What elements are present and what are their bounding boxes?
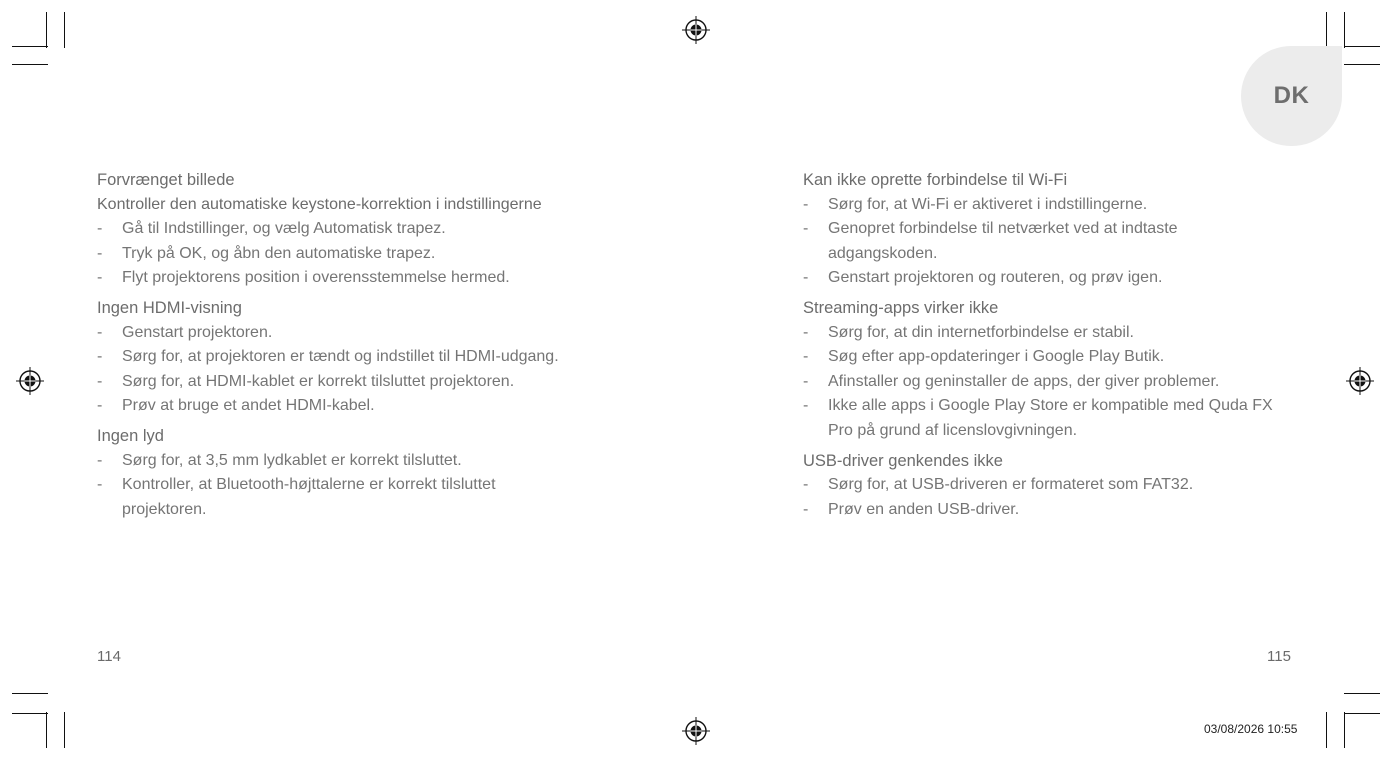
dash-bullet: -	[803, 500, 809, 518]
language-badge-label: DK	[1273, 82, 1310, 109]
dash-bullet: -	[97, 451, 103, 469]
crop-mark-top-left-h2	[12, 64, 48, 65]
dash-bullet: -	[97, 323, 103, 341]
list-item-text: Ikke alle apps i Google Play Store er kompatible med Quda FX Pro på grund af licenslovgivningen.	[828, 397, 1273, 439]
list-item-text: Sørg for, at Wi-Fi er aktiveret i indstillingerne.	[828, 195, 1148, 213]
dash-bullet: -	[97, 372, 103, 390]
registration-mark-left-icon	[16, 367, 44, 395]
section-title: USB-driver genkendes ikke	[803, 451, 1003, 470]
section-no-sound	[97, 424, 577, 522]
list-item-text: Sørg for, at USB-driveren er formateret som FAT32.	[828, 476, 1194, 494]
list-item	[803, 370, 1283, 395]
dash-bullet: -	[803, 323, 809, 341]
list-item	[97, 217, 577, 242]
crop-mark-bottom-right-v1	[1326, 712, 1327, 748]
list-item	[97, 449, 577, 474]
language-badge	[1241, 46, 1342, 146]
crop-mark-bottom-left-v2	[64, 712, 65, 748]
crop-mark-bottom-left-v1	[46, 712, 47, 748]
section-title: Ingen HDMI-visning	[97, 298, 242, 317]
dash-bullet: -	[803, 397, 809, 415]
section-title: Forvrænget billede	[97, 171, 235, 189]
page-number-right: 115	[1267, 648, 1291, 665]
dash-bullet: -	[97, 476, 103, 494]
dash-bullet: -	[97, 397, 103, 415]
list-item	[803, 193, 1283, 218]
section-title: Streaming-apps virker ikke	[803, 298, 999, 317]
section-title: Ingen lyd	[97, 426, 164, 445]
section-subtitle: Kontroller den automatiske keystone-korrektion i indstillingerne	[97, 195, 542, 213]
crop-mark-top-left-v2	[64, 12, 65, 48]
list-item	[803, 345, 1283, 370]
section-title: Kan ikke oprette forbindelse til Wi-Fi	[803, 171, 1068, 189]
crop-mark-bottom-right-h2	[1344, 713, 1380, 714]
dash-bullet: -	[97, 348, 103, 366]
page-number-left: 114	[97, 648, 121, 665]
left-page-column	[97, 168, 577, 527]
dash-bullet: -	[803, 269, 809, 287]
crop-mark-bottom-right-h1	[1344, 693, 1380, 694]
item-list	[97, 321, 577, 419]
list-item	[97, 266, 577, 291]
crop-mark-top-right-v2	[1344, 12, 1345, 48]
list-item-text: Genstart projektoren.	[122, 323, 273, 341]
registration-mark-bottom-icon	[682, 717, 710, 745]
list-item	[803, 217, 1283, 266]
dash-bullet: -	[803, 348, 809, 366]
list-item	[97, 242, 577, 267]
item-list	[97, 217, 577, 291]
dash-bullet: -	[803, 476, 809, 494]
dash-bullet: -	[803, 372, 809, 390]
list-item-text: Tryk på OK, og åbn den automatiske trapez.	[122, 244, 436, 262]
crop-mark-bottom-left-h2	[12, 713, 48, 714]
section-distorted-image	[97, 168, 577, 291]
dash-bullet: -	[97, 244, 103, 262]
list-item	[803, 266, 1283, 291]
crop-mark-top-right-h1	[1344, 46, 1380, 47]
section-streaming-apps	[803, 296, 1283, 444]
item-list	[803, 321, 1283, 444]
dash-bullet: -	[803, 220, 809, 238]
item-list	[803, 193, 1283, 291]
item-list	[803, 473, 1283, 522]
list-item-text: Genopret forbindelse til netværket ved at indtaste adgangskoden.	[828, 220, 1178, 262]
list-item	[803, 498, 1283, 523]
list-item-text: Sørg for, at 3,5 mm lydkablet er korrekt tilsluttet.	[122, 451, 462, 469]
registration-mark-right-icon	[1346, 367, 1374, 395]
crop-mark-bottom-right-v2	[1344, 712, 1345, 748]
list-item	[97, 345, 577, 370]
list-item-text: Sørg for, at din internetforbindelse er stabil.	[828, 323, 1134, 341]
item-list	[97, 449, 577, 523]
crop-mark-top-left-h1	[12, 46, 48, 47]
list-item-text: Afinstaller og geninstaller de apps, der giver problemer.	[828, 372, 1220, 390]
list-item-text: Prøv at bruge et andet HDMI-kabel.	[122, 397, 375, 415]
list-item-text: Flyt projektorens position i overensstemmelse hermed.	[122, 269, 510, 287]
crop-mark-top-right-h2	[1344, 64, 1380, 65]
print-timestamp: 03/08/2026 10:55	[1204, 722, 1298, 736]
list-item-text: Søg efter app-opdateringer i Google Play Butik.	[828, 348, 1165, 366]
section-usb-driver	[803, 449, 1283, 523]
dash-bullet: -	[97, 220, 103, 238]
right-page-column	[803, 168, 1283, 527]
list-item-text: Kontroller, at Bluetooth-højttalerne er korrekt tilsluttet projektoren.	[122, 476, 496, 518]
list-item	[803, 473, 1283, 498]
list-item	[97, 473, 577, 522]
list-item	[97, 370, 577, 395]
list-item	[803, 394, 1283, 443]
crop-mark-bottom-left-h1	[12, 693, 48, 694]
list-item-text: Prøv en anden USB-driver.	[828, 500, 1020, 518]
section-no-hdmi	[97, 296, 577, 419]
list-item	[97, 321, 577, 346]
crop-mark-top-right-v1	[1326, 12, 1327, 48]
list-item	[97, 394, 577, 419]
list-item-text: Sørg for, at projektoren er tændt og indstillet til HDMI-udgang.	[122, 348, 559, 366]
section-wifi	[803, 168, 1283, 291]
registration-mark-top-icon	[682, 16, 710, 44]
list-item-text: Sørg for, at HDMI-kablet er korrekt tilsluttet projektoren.	[122, 372, 515, 390]
list-item-text: Gå til Indstillinger, og vælg Automatisk trapez.	[122, 220, 446, 238]
crop-mark-top-left-v1	[46, 12, 47, 48]
dash-bullet: -	[803, 195, 809, 213]
dash-bullet: -	[97, 269, 103, 287]
list-item-text: Genstart projektoren og routeren, og prøv igen.	[828, 269, 1163, 287]
list-item	[803, 321, 1283, 346]
